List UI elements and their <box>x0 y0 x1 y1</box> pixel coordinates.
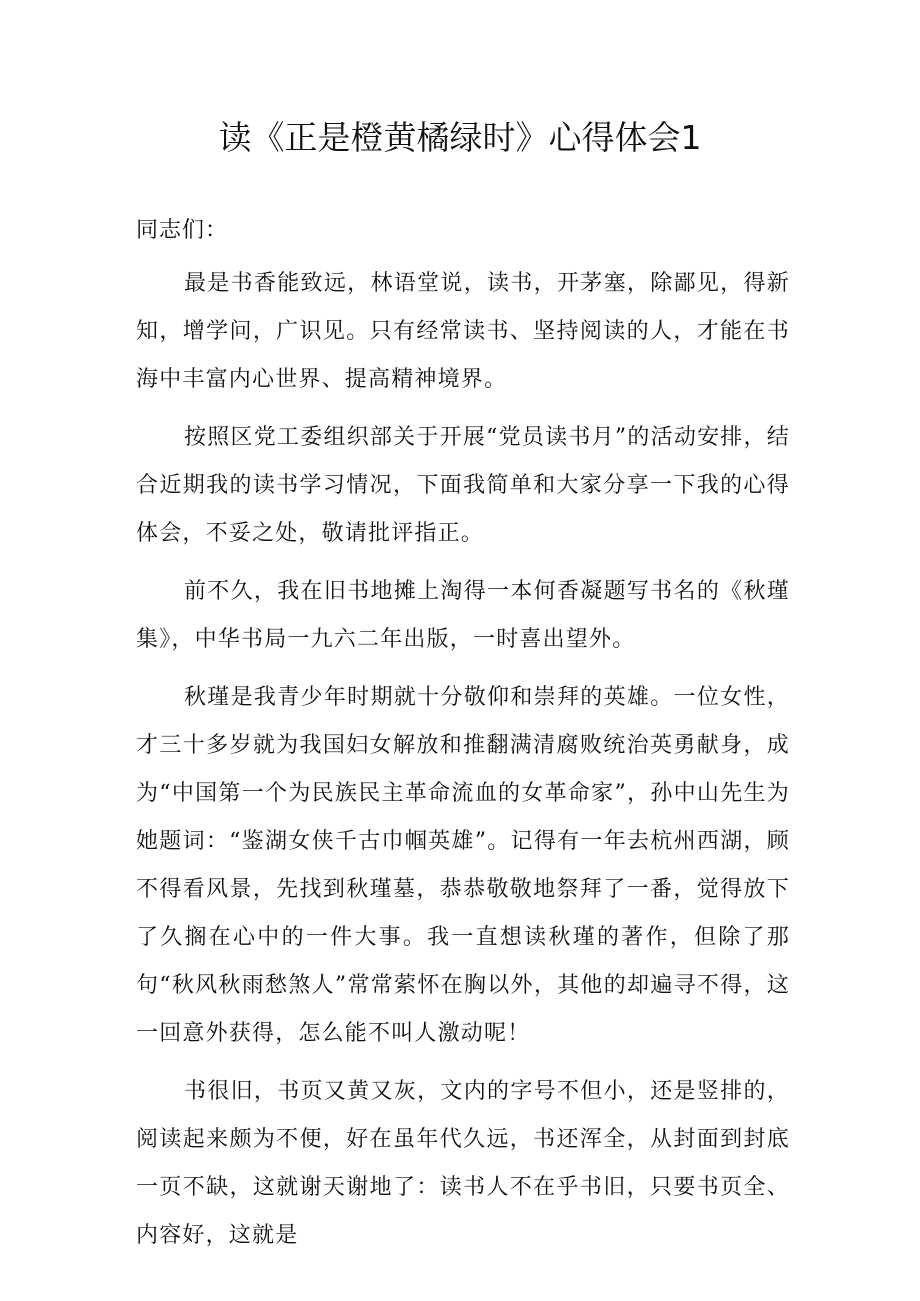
salutation: 同志们： <box>136 218 229 243</box>
paragraph: 前不久，我在旧书地摊上淘得一本何香凝题写书名的《秋瑾集》，中华书局一九六二年出版，一时喜出望外。 <box>136 579 790 652</box>
paragraph: 秋瑾是我青少年时期就十分敬仰和崇拜的英雄。一位女性，才三十多岁就为我国妇女解放和推翻满清腐败统治英勇献身，成为“中国第一个为民族民主革命流血的女革命家”，孙中山先生为她题词：“鉴湖女侠千古巾帼英雄”。记得有一年去杭州西湖，顾不得看风景，先找到秋瑾墓，恭恭敬敬地祭拜了一番，觉得放下了久搁在心中的一件大事。我一直想读秋瑾的著作，但除了那句“秋风秋雨愁煞人”常常萦怀在胸以外，其他的却遍寻不得，这一回意外获得，怎么能不叫人激动呢！ <box>136 685 790 1046</box>
document-title: 读《正是橙黄橘绿时》心得体会1 <box>218 118 702 157</box>
paragraph: 按照区党工委组织部关于开展“党员读书月”的活动安排，结合近期我的读书学习情况，下面我简单和大家分享一下我的心得体会，不妥之处，敬请批评指正。 <box>136 425 790 546</box>
document-body <box>136 260 790 1270</box>
paragraph: 书很旧，书页又黄又灰，文内的字号不但小，还是竖排的，阅读起来颇为不便，好在虽年代久远，书还浑全，从封面到封底一页不缺，这就谢天谢地了：读书人不在乎书旧，只要书页全、内容好，这就是 <box>136 1079 790 1248</box>
paragraph: 最是书香能致远，林语堂说，读书，开茅塞，除鄙见，得新知，增学问，广识见。只有经常读书、坚持阅读的人，才能在书海中丰富内心世界、提高精神境界。 <box>136 271 790 392</box>
